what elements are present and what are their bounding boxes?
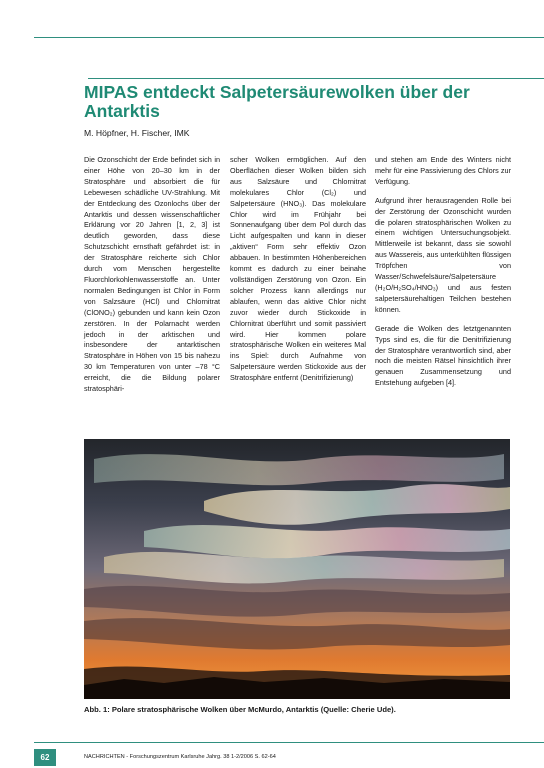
paragraph: Aufgrund ihrer herausragenden Rolle bei der Zerstörung der Ozonschicht wurden die polaren stratosphärischen Wolken zu einem wichtigen Untersuchungsobjekt. Mittlerweile ist bekannt, dass sie sowohl aus Wassereis, aus unterkühlten flüssigen Tröpfchen von Wasser/Schwefelsäure/Salpetersäure (H₂O/H₂SO₄/HNO₃) und aus festen salpetersäurehaltigen Teilchen bestehen können. xyxy=(375,195,511,314)
cloud-photo xyxy=(84,439,510,699)
footer-rule xyxy=(34,742,544,743)
text-column-1 xyxy=(84,155,220,403)
header-rule xyxy=(34,37,544,38)
footer-citation: NACHRICHTEN - Forschungszentrum Karlsruhe Jahrg. 38 1-2/2006 S. 62-64 xyxy=(84,754,276,760)
paragraph: Die Ozonschicht der Erde befindet sich in einer Höhe von 20–30 km in der Stratosphäre und absorbiert die für Lebewesen schädliche UV-Strahlung. Mit der Entdeckung des Ozonlochs über der Antarktis und dessen wissenschaftlicher Erklärung vor 20 Jahren [1, 2, 3] ist deutlich geworden, dass diese Schutzschicht ernsthaft gefährdet ist: in der Stratosphäre reicherte sich Chlor durch vom Menschen hergestellte Fluorchlorkohlenwasserstoffe an. Unter normalen Bedingungen ist Chlor in Form von Salzsäure (HCl) und Chlornitrat (ClONO₂) gebunden und kann kein Ozon zerstören. In der Polarnacht werden jedoch in der arktischen und insbesondere der antarktischen Stratosphäre in Höhen von 15 bis nahezu 30 km Temperaturen von unter –78 °C erreicht, die die Bildung polarer stratosphäri- xyxy=(84,155,220,394)
text-column-2 xyxy=(230,155,366,392)
article-authors: M. Höpfner, H. Fischer, IMK xyxy=(84,128,190,138)
title-rule xyxy=(88,78,544,79)
paragraph: und stehen am Ende des Winters nicht mehr für eine Passivierung des Chlors zur Verfügung. xyxy=(375,155,511,186)
paragraph: scher Wolken ermöglichen. Auf den Oberflächen dieser Wolken bilden sich aus Salzsäure und Chlornitrat molekulares Chlor (Cl₂) und Salpetersäure (HNO₃). Das molekulare Chlor wird im Frühjahr bei Sonnenaufgang über dem Pol durch das Licht aufgespalten und kann in dieser „aktiven“ Form sehr effektiv Ozon abbauen. In bestimmten Höhenbereichen kommt es dadurch zu einer beinahe vollständigen Zerstörung von Ozon. Ein solcher Prozess kann allerdings nur ablaufen, wenn das aktive Chlor nicht zuvor wieder durch Stickoxide in Chlornitrat überführt und somit passiviert wird. Hier kommen polare stratosphärische Wolken ein weiteres Mal ins Spiel: durch Aufnahme von Salpetersäure werden Stickoxide aus der Stratosphäre entfernt (Denitrifizierung) xyxy=(230,155,366,383)
page-number: 62 xyxy=(34,749,56,766)
article-title: MIPAS entdeckt Salpetersäurewolken über der Antarktis xyxy=(84,82,470,121)
figure-caption: Abb. 1: Polare stratosphärische Wolken über McMurdo, Antarktis (Quelle: Cherie Ude). xyxy=(84,705,396,714)
text-column-3 xyxy=(375,155,511,397)
paragraph: Gerade die Wolken des letztgenannten Typs sind es, die für die Denitrifizierung der Stratosphäre verantwortlich sind, aber noch die meisten Rätsel hinsichtlich ihrer genauen Zusammensetzung und Entstehung aufgeben [4]. xyxy=(375,323,511,388)
